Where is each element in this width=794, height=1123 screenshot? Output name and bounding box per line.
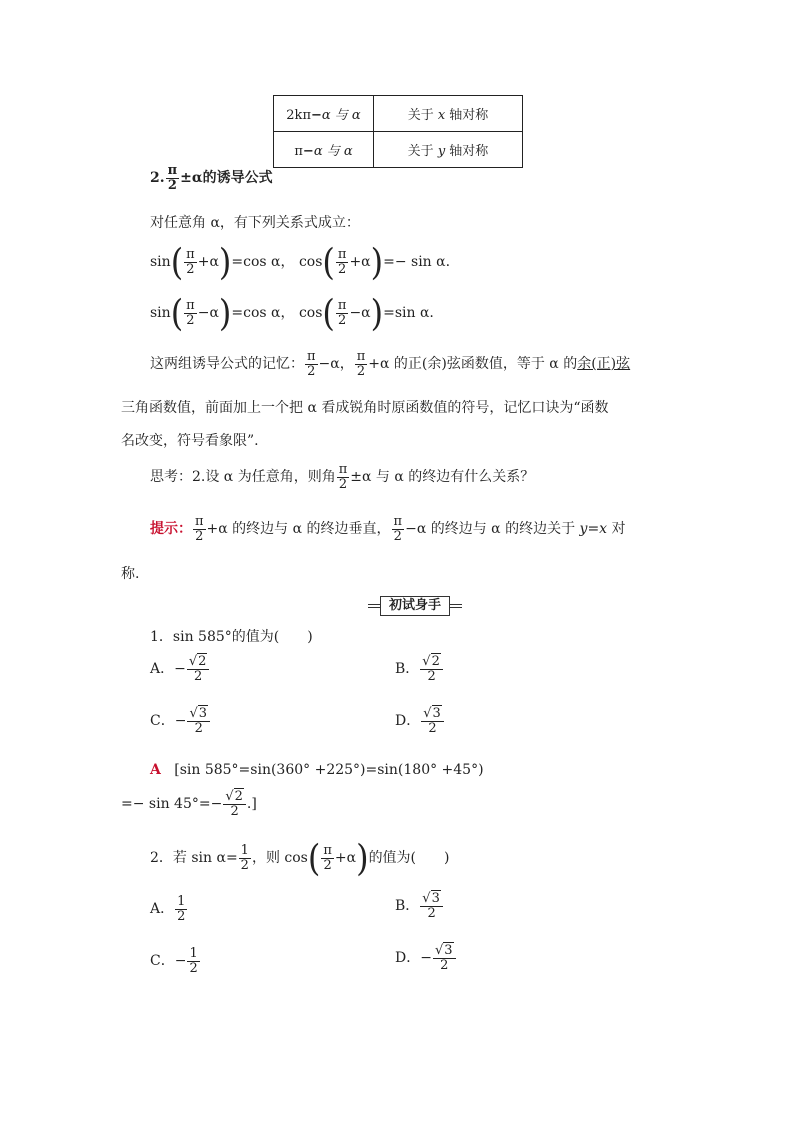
hint-line1: 提示： $\frac{\pi}{2}$ +α 的终边与 α 的终边垂直， $\frac{\pi}{2}$ −α 的终边与 α 的终边关于 y=x 对 (150, 514, 626, 544)
hint-line2: 称. (121, 566, 140, 582)
memory-paragraph-line1: 这两组诱导公式的记忆： $\frac{\pi}{2}$ −α， $\frac{\pi}{2}$ +α 的正(余)弦函数值，等于 α 的余(正)弦 (150, 349, 631, 379)
hint-label: 提示： (150, 521, 192, 538)
table-row (274, 132, 523, 168)
table-cell: 2kπ−α 与 α (274, 96, 374, 132)
table-cell: 关于 x 轴对称 (374, 96, 523, 132)
fraction: $\frac{\pi}{2}$ (167, 163, 178, 193)
formula-row-1: sin( $\frac{\pi}{2}$ +α)=cos α， cos( $\frac{\pi}{2}$ +α)=− sin α. (150, 240, 451, 284)
formula-row-2: sin( $\frac{\pi}{2}$ −α)=cos α， cos( $\frac{\pi}{2}$ −α)=sin α. (150, 291, 434, 335)
symmetry-table (273, 95, 523, 168)
q2-option-c: C．− $\frac{1}{2}$ (150, 946, 198, 976)
section-heading: 2. $\frac{\pi}{2}$ ±α的诱导公式 (150, 163, 273, 193)
q1-answer-line1: A [sin 585°=sin(360° +225°)=sin(180° +45°) (150, 762, 484, 778)
q1-option-c: C．− $\frac{√3}{2}$ (150, 707, 211, 735)
q2-option-d: D．− $\frac{√3}{2}$ (395, 944, 457, 972)
q1-answer-line2: =− sin 45°=− $\frac{√2}{2}$ .] (121, 789, 257, 819)
intro-text: 对任意角 α，有下列关系式成立： (150, 215, 360, 231)
memory-paragraph-line2: 三角函数值，前面加上一个把 α 看成锐角时原函数值的符号，记忆口诀为“函数 (121, 400, 609, 416)
q2-option-b: B． $\frac{√3}{2}$ (395, 892, 444, 920)
table-cell: π−α 与 α (274, 132, 374, 168)
q1-option-d: D． $\frac{√3}{2}$ (395, 707, 445, 735)
think-question: 思考：2.设 α 为任意角，则角 $\frac{\pi}{2}$ ±α 与 α 的终边有什么关系？ (150, 462, 535, 492)
table-row (274, 96, 523, 132)
q1-option-a: A．− $\frac{√2}{2}$ (150, 655, 210, 683)
q2-option-a: A． $\frac{1}{2}$ (150, 894, 186, 924)
table-cell: 关于 y 轴对称 (374, 132, 523, 168)
q1-option-b: B． $\frac{√2}{2}$ (395, 655, 444, 683)
memory-paragraph-line3: 名改变，符号看象限”. (121, 433, 259, 449)
question-2-stem: 2．若 sin α= $\frac{1}{2}$ ，则 cos( $\frac{\pi}{2}$ +α)的值为( ) (150, 836, 450, 880)
section-banner: 初试身手 (368, 596, 462, 614)
question-1-stem: 1．sin 585°的值为( ) (150, 629, 313, 645)
